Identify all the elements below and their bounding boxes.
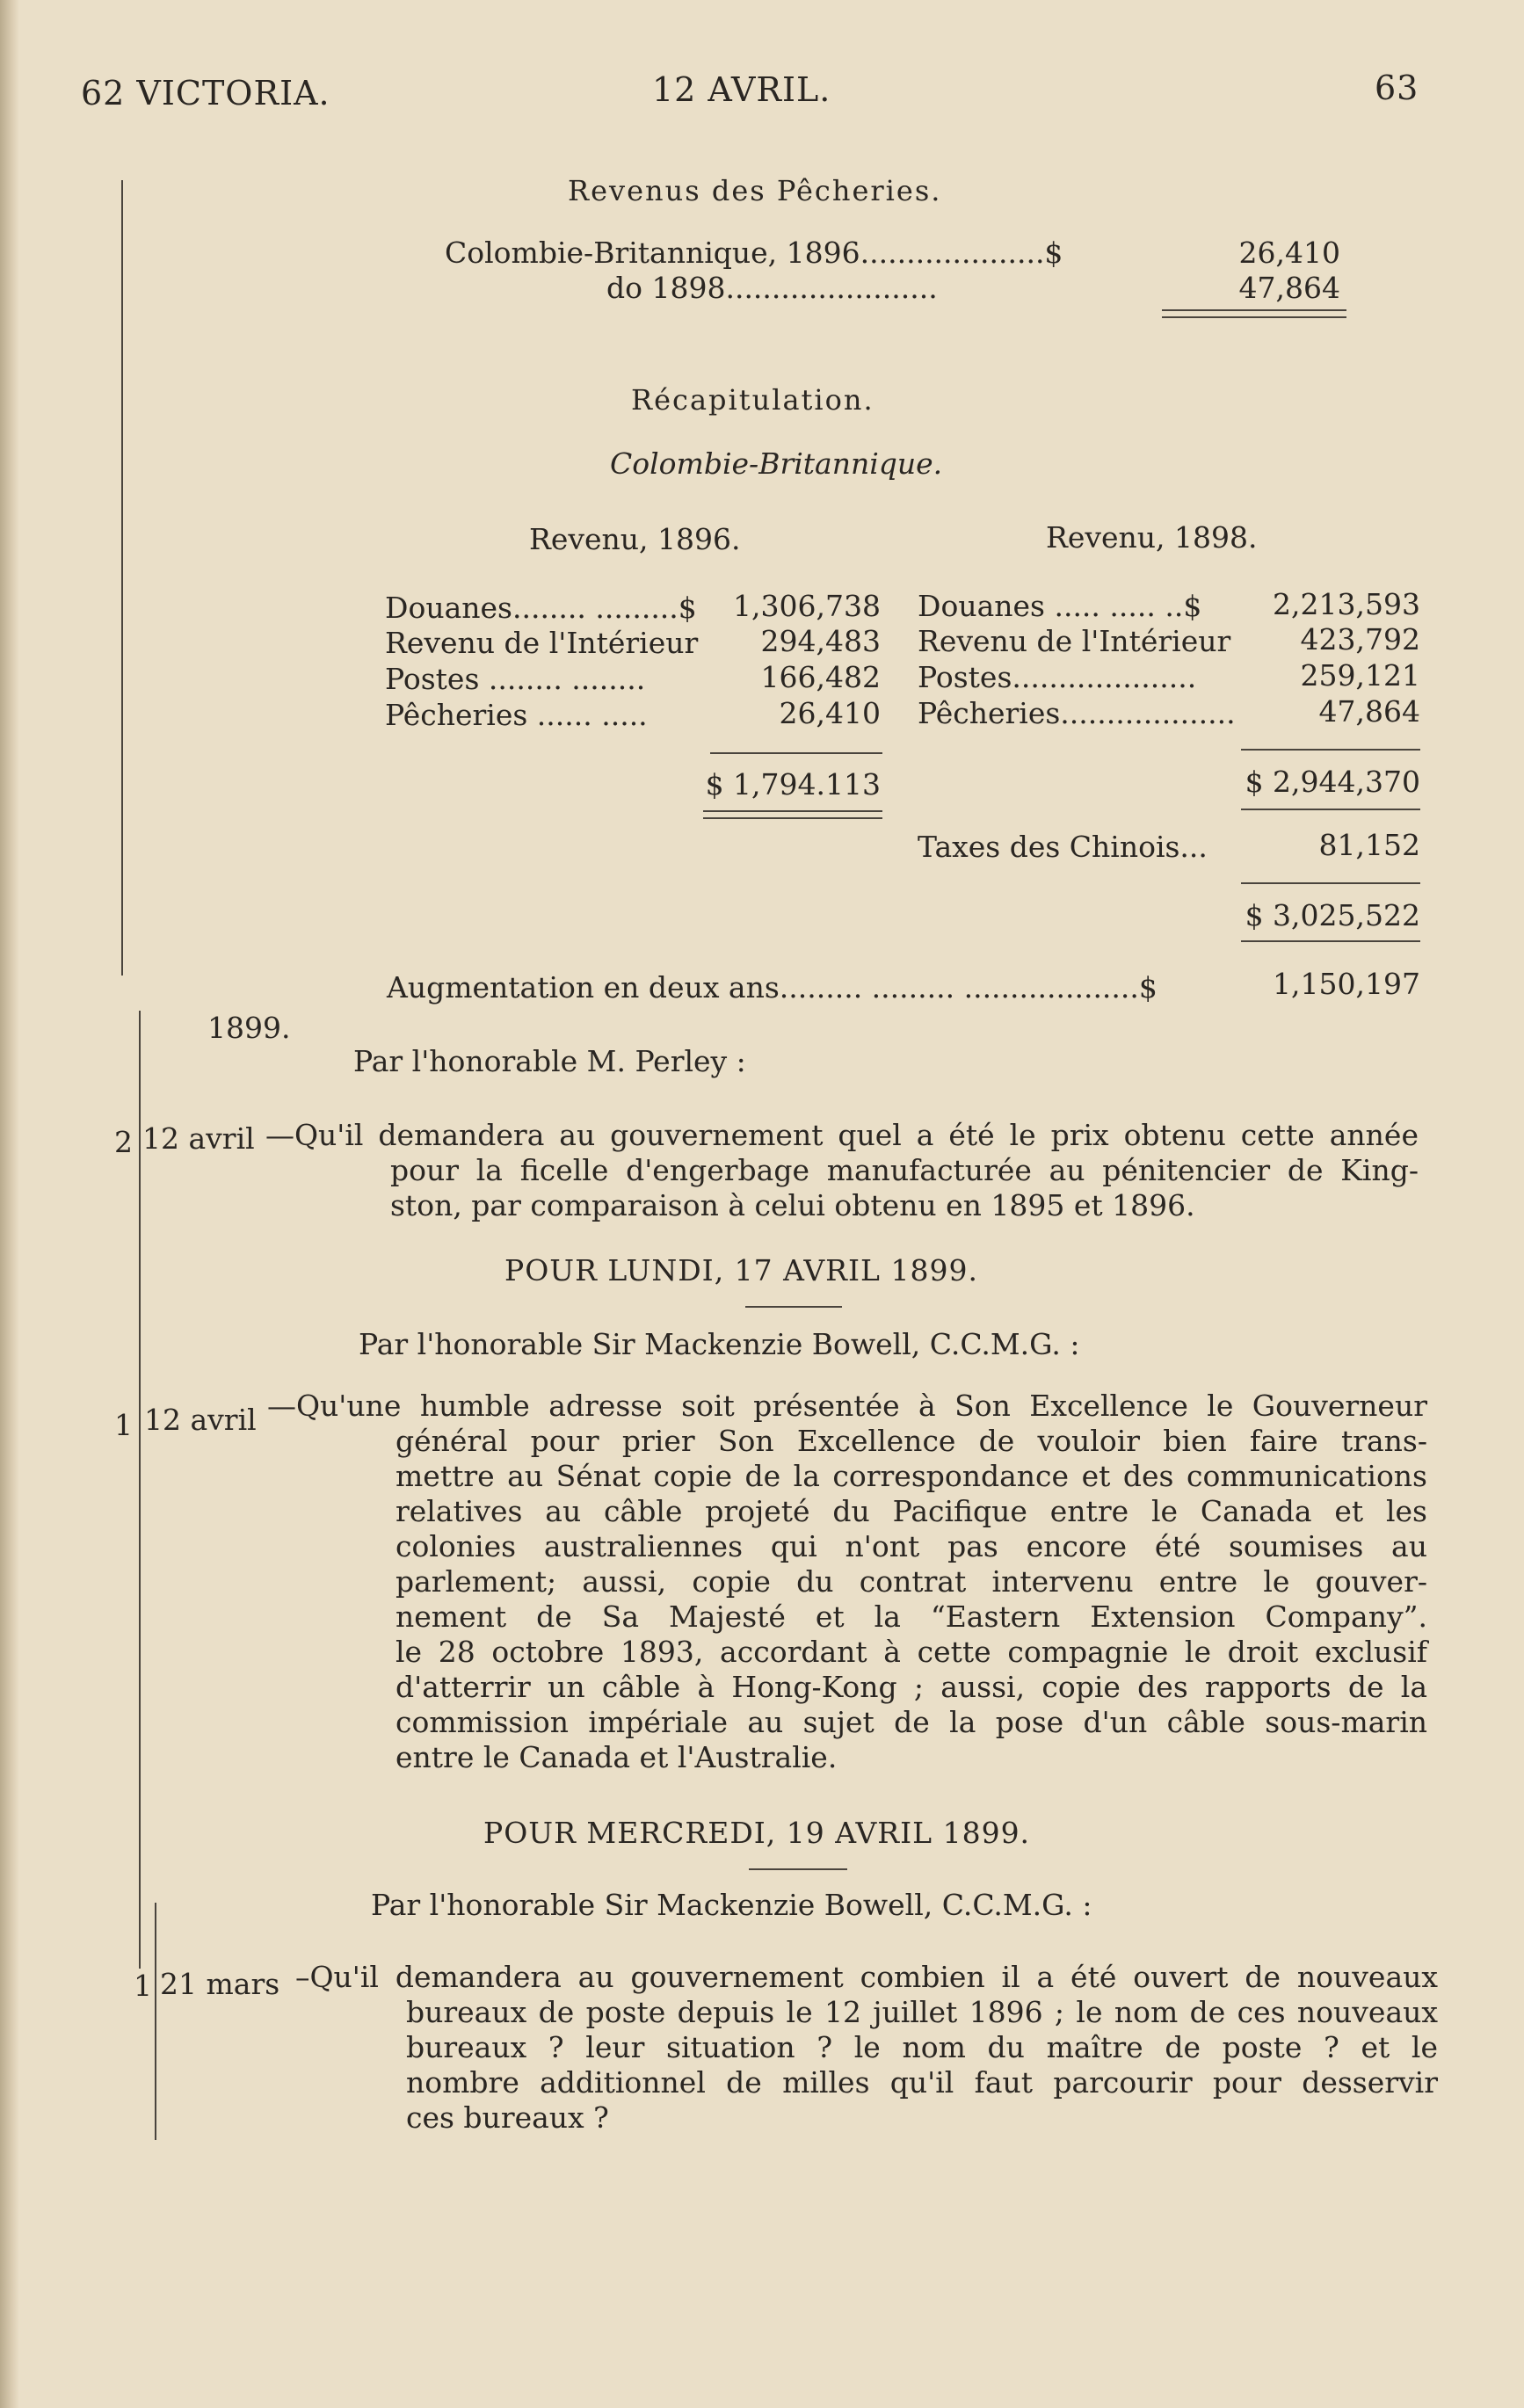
recap-1898-label: Revenu de l'Intérieur [918,624,1231,658]
recap-1896-value: 294,483 [760,624,881,658]
motion-line: général pour prier Son Excellence de vouloir bien faire trans- [396,1424,1427,1458]
motion-1-by: Par l'honorable M. Perley : [353,1044,746,1078]
motion-line: commission impériale au sujet de la pose d'un câble sous-marin [396,1705,1427,1739]
fisheries-row-1896-value: 26,410 [1238,236,1340,270]
header-page-number: 63 [1375,69,1419,107]
fisheries-title: Revenus des Pêcheries. [568,174,942,207]
motion-line: parlement; aussi, copie du contrat intervenu entre le gouver- [396,1564,1427,1599]
chinese-taxes-value: 81,152 [1318,828,1420,862]
recap-subtitle: Colombie-Britannique. [610,446,943,481]
motion-2-number: 1 [114,1408,133,1442]
motion-line: le 28 octobre 1893, accordant à cette compagnie le droit exclusif [396,1635,1427,1669]
motion-1-number: 2 [114,1125,133,1159]
recap-1896-label: Revenu de l'Intérieur [385,626,699,660]
recap-col-1898-heading: Revenu, 1898. [1046,520,1258,555]
section-title-mercredi: POUR MERCREDI, 19 AVRIL 1899. [483,1816,1031,1850]
motion-line: d'atterrir un câble à Hong-Kong ; aussi, copie des rapports de la [396,1670,1427,1704]
fisheries-row-1898-label: do 1898....................... [606,271,938,305]
motion-3-number: 1 [134,1969,152,2003]
recap-1896-total-rule-double [703,817,882,819]
fisheries-total-rule-double [1162,316,1346,318]
section-title-mercredi-rule [749,1868,847,1870]
motion-3-date: 21 mars [160,1967,280,2001]
recap-1898-total: $ 2,944,370 [1245,765,1420,799]
recap-1898-value: 2,213,593 [1273,587,1420,621]
recap-1898-value: 423,792 [1300,622,1420,656]
recap-1898-total-rule [1241,809,1420,810]
page-binding-edge [0,0,19,2408]
grand-total: $ 3,025,522 [1245,898,1420,932]
motion-line: relatives au câble projeté du Pacifique entre le Canada et les [396,1494,1427,1528]
recap-1896-value: 1,306,738 [733,589,881,623]
increase-value: 1,150,197 [1273,967,1420,1001]
section-title-lundi: POUR LUNDI, 17 AVRIL 1899. [504,1253,978,1287]
motion-1-text [265,1118,1419,1223]
motion-line: colonies australiennes qui n'ont pas encore été soumises au [396,1529,1427,1563]
fisheries-total-rule [1162,309,1346,311]
recap-1898-value: 47,864 [1318,694,1420,729]
recap-1896-total: $ 1,794.113 [705,767,881,801]
year-marker: 1899. [207,1011,291,1045]
motion-line: ston, par comparaison à celui obtenu en 1895 et 1896. [390,1188,1195,1222]
recap-1898-value: 259,121 [1300,658,1420,693]
grand-total-rule [1241,882,1420,884]
margin-rule-bottom [155,1903,156,2140]
recap-1898-sum-rule [1241,749,1420,751]
recap-1896-label: Postes ........ ........ [385,662,646,696]
motion-line: mettre au Sénat copie de la correspondance et des communications [396,1459,1427,1493]
header-left: 62 VICTORIA. [81,74,330,112]
recap-col-1896-heading: Revenu, 1896. [529,522,741,556]
recap-1896-value: 26,410 [779,696,881,730]
grand-total-rule-double [1241,940,1420,942]
increase-label: Augmentation en deux ans......... ......... ...................$ [387,970,1158,1005]
motion-line: nombre additionnel de milles qu'il faut parcourir pour desservir [406,2065,1438,2100]
motion-line: ces bureaux ? [406,2100,609,2135]
recap-1896-total-rule [703,810,882,812]
section-title-lundi-rule [745,1306,842,1308]
recap-1896-value: 166,482 [760,660,881,694]
motion-2-date: 12 avril [144,1403,257,1437]
fisheries-row-1898-value: 47,864 [1238,271,1340,305]
recap-1896-label: Pêcheries ...... ..... [385,698,648,732]
recap-1896-label: Douanes........ .........$ [385,591,697,625]
fisheries-row-1896-label: Colombie-Britannique, 1896....................$ [445,236,1063,270]
section-mercredi-by: Par l'honorable Sir Mackenzie Bowell, C.C.M.G. : [371,1888,1092,1922]
section-lundi-by: Par l'honorable Sir Mackenzie Bowell, C.C.M.G. : [359,1327,1080,1361]
header-center: 12 AVRIL. [652,70,831,109]
motion-2-text [267,1389,1427,1775]
recap-title: Récapitulation. [631,383,874,417]
margin-rule-top [121,180,123,976]
recap-1898-label: Pêcheries................... [918,696,1236,730]
chinese-taxes-label: Taxes des Chinois... [918,830,1208,864]
motion-line: pour la ficelle d'engerbage manufacturée au pénitencier de King- [390,1153,1419,1187]
motion-line: entre le Canada et l'Australie. [396,1740,838,1774]
recap-1898-label: Postes.................... [918,660,1197,694]
motion-3-text [295,1960,1438,2136]
motion-1-date: 12 avril [142,1121,255,1156]
recap-1898-label: Douanes ..... ..... ..$ [918,589,1202,623]
margin-rule-middle [139,1011,141,1969]
motion-line: bureaux ? leur situation ? le nom du maître de poste ? et le [406,2030,1438,2064]
motion-line: –Qu'il demandera au gouvernement combien il a été ouvert de nouveaux [295,1960,1438,1994]
motion-line: —Qu'une humble adresse soit présentée à Son Excellence le Gouverneur [267,1389,1427,1423]
recap-1896-sum-rule [710,752,882,754]
motion-line: nement de Sa Majesté et la “Eastern Extension Company”. [396,1599,1427,1634]
motion-line: —Qu'il demandera au gouvernement quel a été le prix obtenu cette année [265,1118,1419,1152]
motion-line: bureaux de poste depuis le 12 juillet 1896 ; le nom de ces nouveaux [406,1995,1438,2029]
